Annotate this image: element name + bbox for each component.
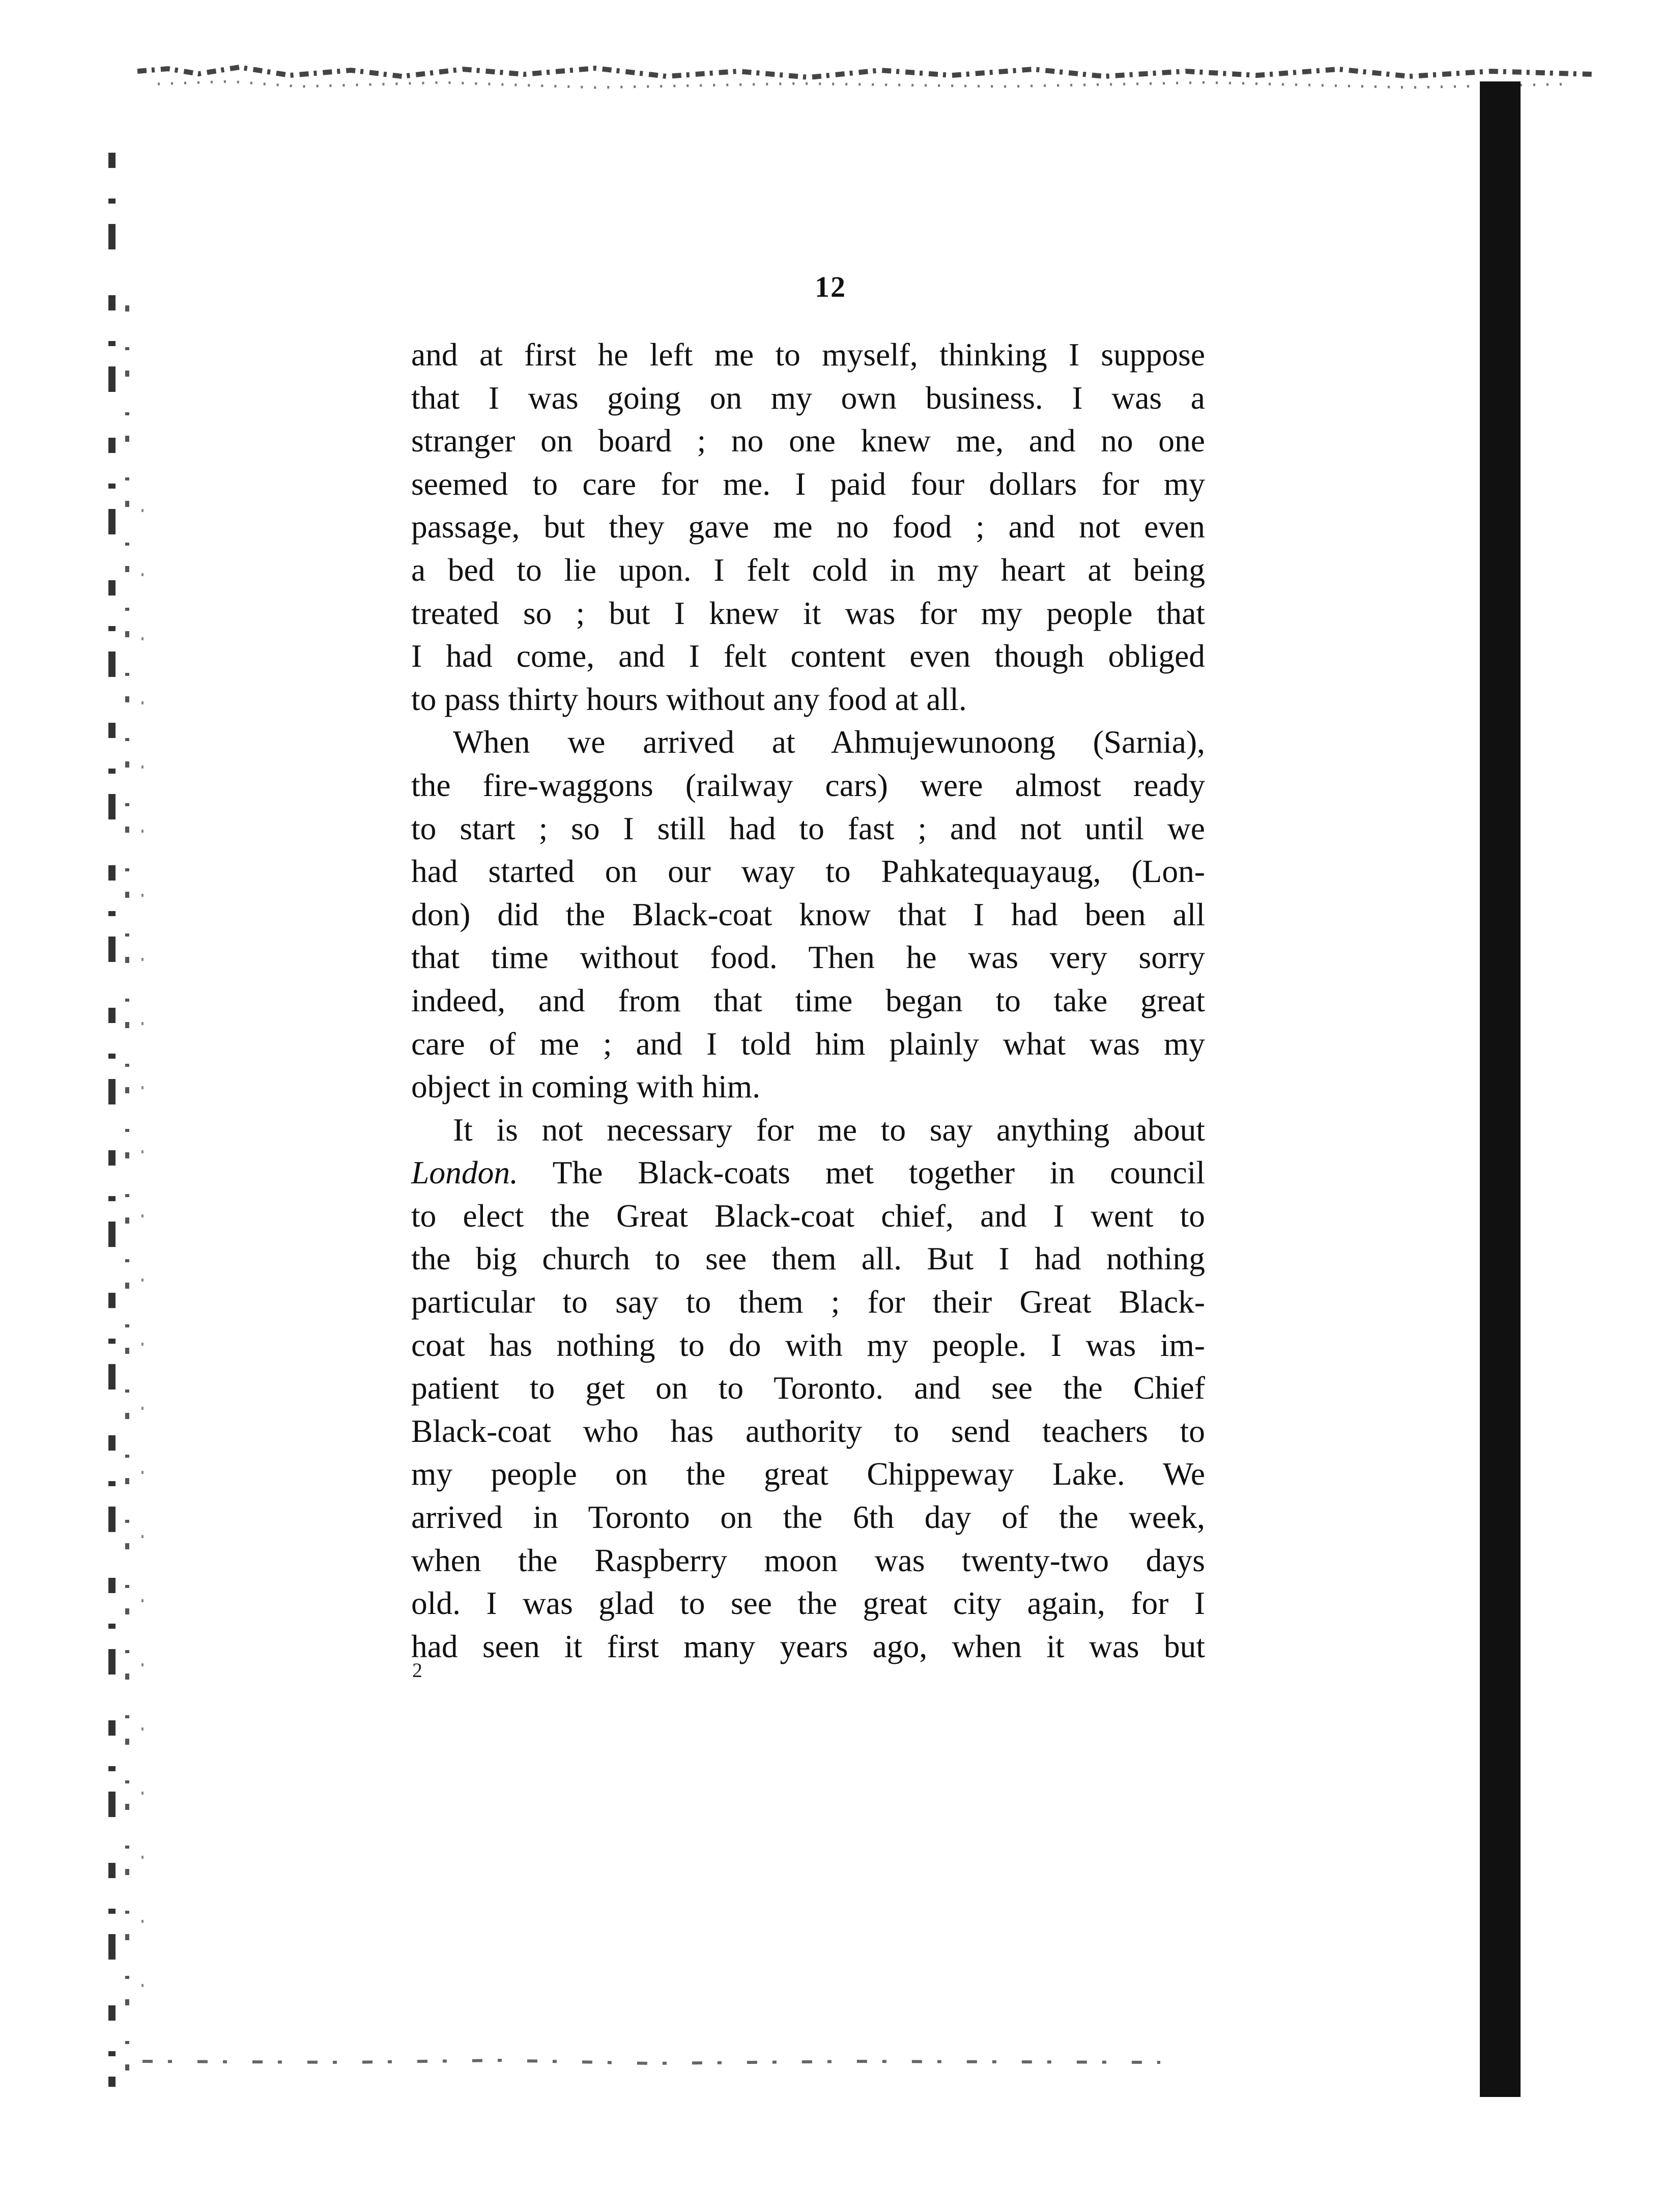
text-line: stranger on board ; no one knew me, and no one <box>411 422 1205 459</box>
text-line-mixed <box>411 1151 1205 1195</box>
scan-noise-left <box>92 102 173 2112</box>
text-line: It is not necessary for me to say anything about <box>453 1111 1205 1148</box>
signature-mark: 2 <box>412 1659 422 1682</box>
text-line: treated so ; but I knew it was for my people that <box>411 594 1205 631</box>
text-line: object in coming with him. <box>411 1068 761 1105</box>
italic-word: London. <box>411 1154 518 1191</box>
text-line: passage, but they gave me no food ; and not even <box>411 508 1205 545</box>
text-line: that I was going on my own business. I was a <box>411 379 1205 416</box>
text-line: I had come, and I felt content even though obliged <box>411 638 1205 674</box>
text-line: particular to say to them ; for their Great Black- <box>411 1284 1205 1320</box>
text-fragment: The Black-coats met together in council <box>518 1154 1205 1191</box>
text-line: don) did the Black-coat know that I had been all <box>411 896 1205 932</box>
text-line: had started on our way to Pahkatequayaug, (Lon- <box>411 853 1205 890</box>
text-line: When we arrived at Ahmujewunoong (Sarnia), <box>453 724 1205 760</box>
text-line: arrived in Toronto on the 6th day of the week, <box>411 1499 1205 1536</box>
text-line: indeed, and from that time began to take great <box>411 982 1205 1018</box>
text-line: a bed to lie upon. I felt cold in my heart at being <box>411 551 1205 588</box>
text-line: to start ; so I still had to fast ; and not until we <box>411 810 1205 846</box>
text-line: to pass thirty hours without any food at all. <box>411 680 967 717</box>
body-text <box>411 333 1205 1668</box>
text-line: the fire-waggons (railway cars) were almost ready <box>411 767 1205 803</box>
text-line: care of me ; and I told him plainly what was my <box>411 1025 1205 1062</box>
text-line: coat has nothing to do with my people. I was im- <box>411 1326 1205 1363</box>
scan-noise-bottom <box>142 2046 1160 2077</box>
scan-noise-top <box>137 56 1593 102</box>
text-line: when the Raspberry moon was twenty-two days <box>411 1542 1205 1578</box>
text-line: the big church to see them all. But I had nothing <box>411 1240 1205 1277</box>
book-spine-shadow <box>1480 81 1521 2097</box>
text-line: that time without food. Then he was very sorry <box>411 939 1205 976</box>
text-line: Black-coat who has authority to send teachers to <box>411 1412 1205 1449</box>
page-number: 12 <box>815 270 846 303</box>
text-line: and at first he left me to myself, thinking I suppose <box>411 336 1205 373</box>
text-line: my people on the great Chippeway Lake. We <box>411 1456 1205 1492</box>
text-line: to elect the Great Black-coat chief, and I went to <box>411 1197 1205 1234</box>
text-line: seemed to care for me. I paid four dollars for my <box>411 465 1205 502</box>
text-line: patient to get on to Toronto. and see the Chief <box>411 1370 1205 1406</box>
text-line: had seen it first many years ago, when it was but <box>411 1628 1205 1664</box>
text-line: old. I was glad to see the great city again, for I <box>411 1585 1205 1622</box>
